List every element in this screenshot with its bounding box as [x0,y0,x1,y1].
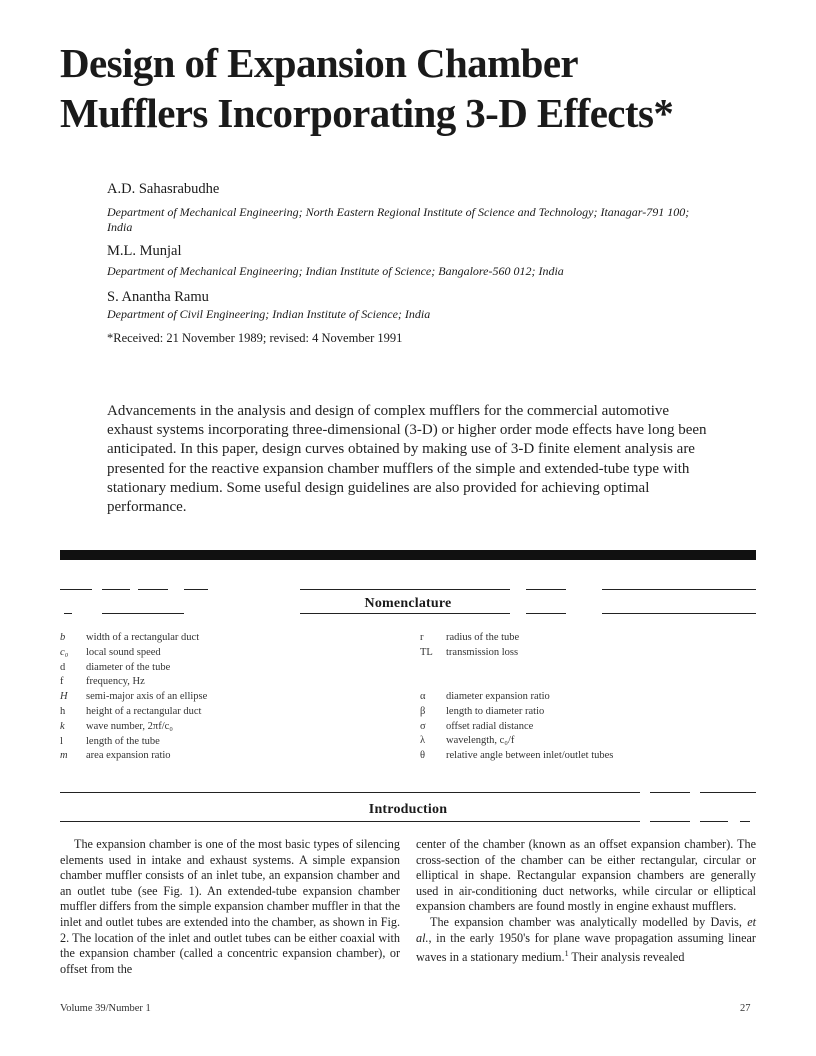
nomenclature-item: λ wavelength, c₀/f [420,735,515,747]
introduction-paragraph: The expansion chamber was analytically modelled by Davis, et al., in the early 1950's for plane wave propagation assuming linear waves in a stationary medium.$^1$ Their analysis revealed [416,914,756,965]
nomenclature-item: α diameter expansion ratio [420,691,550,702]
introduction-rule [740,821,750,822]
nomenclature-item: H semi-major axis of an ellipse [60,691,208,703]
nomenclature-item: h height of a rectangular duct [60,705,202,717]
introduction-rule [650,792,690,793]
nomenclature-list-left [60,631,207,764]
nomenclature-rule [60,589,92,590]
nomenclature-rule [102,589,130,590]
introduction-column-right [416,837,756,966]
nomenclature-item: θ relative angle between inlet/outlet tubes [420,750,614,762]
paper-title [60,38,780,138]
nomenclature-item: m area expansion ratio [60,750,171,762]
author-name: M.L. Munjal [107,243,182,259]
nomenclature-item: σ offset radial distance [420,720,534,732]
author-affiliation: Department of Mechanical Engineering; Indian Institute of Science; Bangalore-560 012; India [107,264,564,278]
nomenclature-item: c₀ local sound speed [60,646,161,658]
received-dates: *Received: 21 November 1989; revised: 4 November 1991 [107,331,403,345]
introduction-rule [650,821,690,822]
title-line-2: Mufflers Incorporating 3-D Effects* [60,90,674,136]
nomenclature-item: b width of a rectangular duct [60,632,200,643]
nomenclature-rule [300,613,510,614]
introduction-paragraph: The expansion chamber is one of the most basic types of silencing elements used in intake and exhaust systems. A simple expansion chamber muffler consists of an inlet tube, an expansion chamber and an outlet tube (see Fig. 1). An extended-tube expansion chamber muffler differs from the simple expansion chamber muffler in that the inlet and outlet tubes are extended into the chamber, as shown in Fig. 2. The location of the inlet and outlet tubes can be either coaxial with the expansion chamber (called a concentric expansion chamber), or offset from the [60,837,400,976]
introduction-rule [700,821,728,822]
nomenclature-item: β length to diameter ratio [420,705,545,717]
reference-mark: 1 [564,949,569,959]
nomenclature-rule [602,613,756,614]
title-line-1: Design of Expansion Chamber [60,40,579,86]
nomenclature-item: TL transmission loss [420,646,519,658]
section-divider-bar [60,550,756,560]
abstract: Advancements in the analysis and design of complex mufflers for the commercial automotive exhaust systems incorporating three-dimensional (3-D) or higher order mode effects have long been anticipated. In this paper, design curves obtained by making use of 3-D finite element analysis are presented for the reactive expansion chamber mufflers of the simple and extended-tube type with stationary medium. Some useful design guidelines are also provided for achieving optimal performance. [107,403,707,516]
nomenclature-rule [138,589,168,590]
introduction-heading: Introduction [368,802,448,817]
journal-volume: Volume 39/Number 1 [60,1003,151,1014]
nomenclature-rule [102,613,184,614]
nomenclature-list-right-bottom [420,690,613,764]
nomenclature-item: k wave number, 2πf/c₀ [60,720,173,732]
nomenclature-item: d diameter of the tube [60,661,171,673]
author-name: A.D. Sahasrabudhe [107,181,220,197]
nomenclature-heading: Nomenclature [364,596,452,611]
author-name: S. Anantha Ramu [107,289,209,305]
nomenclature-rule [184,589,208,590]
introduction-rule [60,821,640,822]
page-number: 27 [740,1003,751,1014]
nomenclature-rule [300,589,510,590]
nomenclature-item: r radius of the tube [420,632,520,643]
nomenclature-item: l length of the tube [60,735,160,747]
introduction-column-left [60,837,400,977]
author-affiliation: Department of Civil Engineering; Indian Institute of Science; India [107,307,431,321]
nomenclature-rule [64,613,72,614]
introduction-paragraph: center of the chamber (known as an offset expansion chamber). The cross-section of the chamber can be either rectangular, circular or elliptical in shape. Rectangular expansion chambers are generally used in air-conditioning duct networks, while circular or elliptical expansion chambers are found mostly in engine exhaust mufflers. [416,837,756,914]
nomenclature-rule [602,589,756,590]
nomenclature-item: f frequency, Hz [60,676,145,688]
nomenclature-rule [526,613,566,614]
nomenclature-list-right-top [420,631,519,661]
introduction-rule [700,792,756,793]
introduction-rule [60,792,640,793]
author-affiliation: Department of Mechanical Engineering; North Eastern Regional Institute of Science and Technology; Itanagar-791 100; India [107,205,690,234]
nomenclature-rule [526,589,566,590]
